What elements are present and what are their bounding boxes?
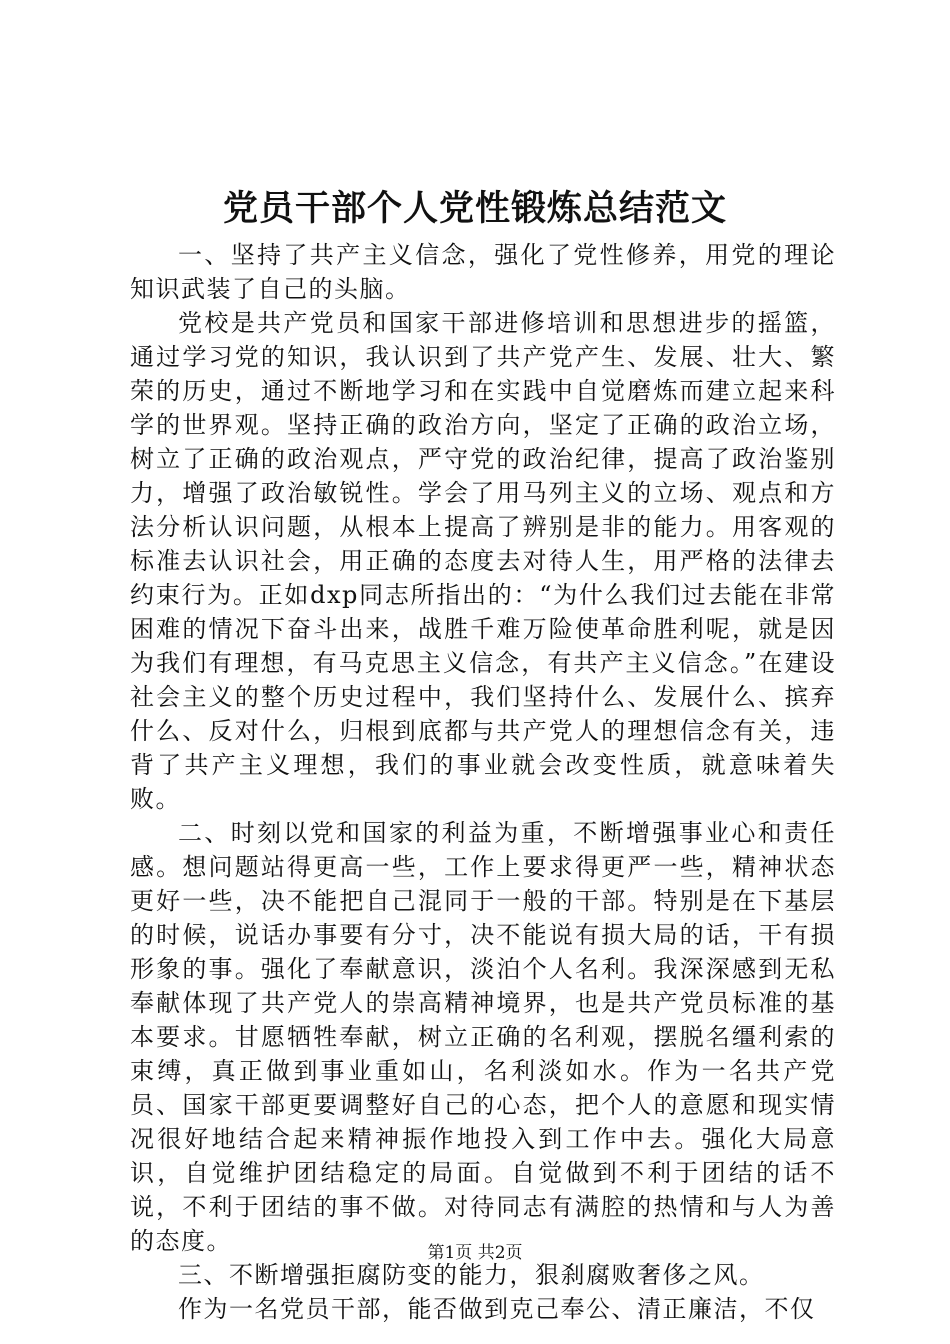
paragraph: 三、不断增强拒腐防变的能力，狠刹腐败奢侈之风。	[178, 1261, 765, 1289]
paragraph: 作为一名党员干部，能否做到克己奉公、清正廉洁，不仅	[178, 1295, 816, 1323]
paragraph: 一、坚持了共产主义信念，强化了党性修养，用党的理论知识武装了自己的头脑。	[130, 241, 836, 303]
document-body	[130, 238, 836, 1326]
page-number-footer: 第1页 共2页	[427, 1243, 523, 1263]
paragraph: 党校是共产党员和国家干部进修培训和思想进步的摇篮，通过学习党的知识，我认识到了共产党产生、发展、壮大、繁荣的历史，通过不断地学习和在实践中自觉磨炼而建立起来科学的世界观。坚持正确的政治方向，坚定了正确的政治立场，树立了正确的政治观点，严守党的政治纪律，提高了政治鉴别力，增强了政治敏锐性。学会了用马列主义的立场、观点和方法分析认识问题，从根本上提高了辨别是非的能力。用客观的标准去认识社会，用正确的态度去对待人生，用严格的法律去约束行为。正如dxp同志所指出的：“为什么我们过去能在非常困难的情况下奋斗出来，战胜千难万险使革命胜利呢，就是因为我们有理想，有马克思主义信念，有共产主义信念。”在建设社会主义的整个历史过程中，我们坚持什么、发展什么、摈弃什么、反对什么，归根到底都与共产党人的理想信念有关，违背了共产主义理想，我们的事业就会改变性质，就意味着失败。	[130, 309, 836, 813]
document-title: 党员干部个人党性锻炼总结范文	[222, 188, 727, 229]
paragraph: 二、时刻以党和国家的利益为重，不断增强事业心和责任感。想问题站得更高一些，工作上要求得更严一些，精神状态更好一些，决不能把自己混同于一般的干部。特别是在下基层的时候，说话办事要有分寸，决不能说有损大局的话，干有损形象的事。强化了奉献意识，淡泊个人名利。我深深感到无私奉献体现了共产党人的崇高精神境界，也是共产党员标准的基本要求。甘愿牺牲奉献，树立正确的名利观，摆脱名缰利索的束缚，真正做到事业重如山，名利淡如水。作为一名共产党员、国家干部更要调整好自己的心态，把个人的意愿和现实情况很好地结合起来精神振作地投入到工作中去。强化大局意识，自觉维护团结稳定的局面。自觉做到不利于团结的话不说，不利于团结的事不做。对待同志有满腔的热情和与人为善的态度。	[130, 819, 836, 1255]
